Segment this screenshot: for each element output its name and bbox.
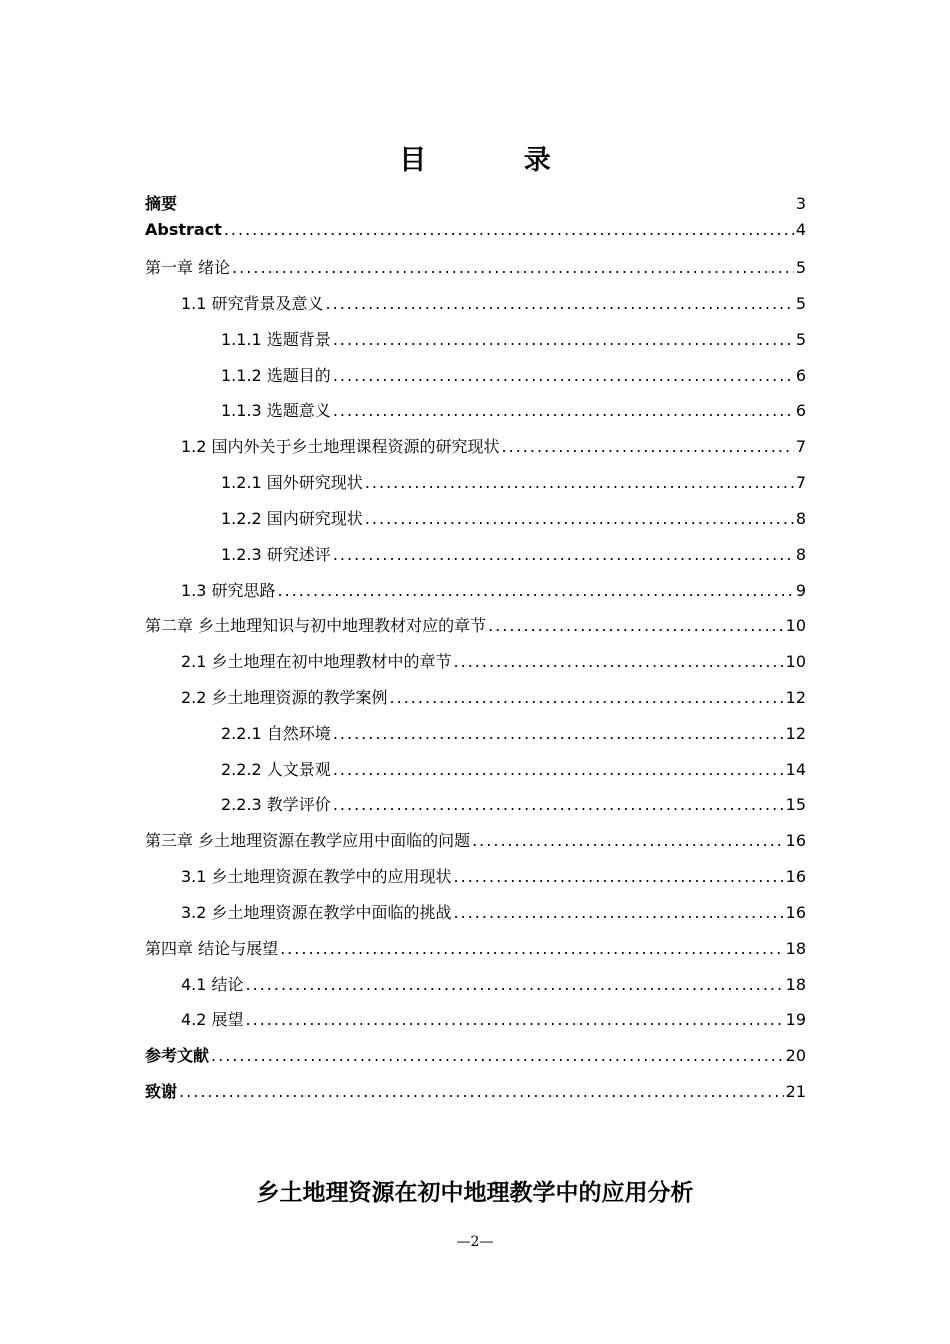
toc-leader-dots: [365, 509, 794, 529]
toc-entry[interactable]: [145, 539, 806, 565]
toc-leader-dots: [390, 688, 784, 708]
toc-leader-dots: [488, 616, 784, 636]
toc-entry-label: 1.1.1 选题背景: [221, 330, 331, 349]
toc-entry-label: 3.2 乡土地理资源在教学中面临的挑战: [181, 903, 452, 922]
toc-entry-label: 摘要: [145, 194, 178, 213]
toc-entry[interactable]: [145, 467, 806, 493]
toc-leader-dots: [333, 760, 784, 780]
toc-leader-dots: [333, 545, 794, 565]
toc-entry-page: 10: [785, 652, 806, 671]
toc-entry-page: 7: [795, 473, 806, 492]
toc-entry-label: 2.1 乡土地理在初中地理教材中的章节: [181, 652, 452, 671]
toc-entry-page: 4: [795, 220, 806, 239]
toc-entry-label: 致谢: [145, 1082, 178, 1101]
toc-leader-dots: [333, 795, 784, 815]
toc-entry-label: 第一章 绪论: [145, 258, 231, 277]
toc-entry[interactable]: [145, 503, 806, 529]
toc-entry[interactable]: [145, 252, 806, 278]
toc-entry[interactable]: [145, 789, 806, 815]
toc-entry[interactable]: [145, 1040, 806, 1066]
toc-entry-label: 1.2 国内外关于乡土地理课程资源的研究现状: [181, 437, 500, 456]
toc-leader-dots: [472, 831, 784, 851]
toc-entry-label: 1.2.1 国外研究现状: [221, 473, 363, 492]
toc-entry[interactable]: [145, 324, 806, 350]
toc-entry-label: 第三章 乡土地理资源在教学应用中面临的问题: [145, 831, 471, 850]
toc-leader-dots: [454, 867, 784, 887]
toc-entry[interactable]: [145, 1004, 806, 1030]
toc-entry-label: 1.1.2 选题目的: [221, 366, 331, 385]
toc-entry-label: 1.2.3 研究述评: [221, 545, 331, 564]
toc-entry-page: 21: [785, 1082, 806, 1101]
toc-entry[interactable]: [145, 610, 806, 636]
toc-entry-page: 5: [795, 330, 806, 349]
toc-entry-page: 12: [785, 724, 806, 743]
toc-entry[interactable]: [145, 754, 806, 780]
toc-leader-dots: [179, 1082, 784, 1102]
toc-entry[interactable]: [145, 395, 806, 421]
toc-entry-page: 8: [795, 509, 806, 528]
toc-entry[interactable]: [145, 360, 806, 386]
toc-leader-dots: [365, 473, 794, 493]
toc-leader-dots: [232, 258, 794, 278]
toc-entry-page: 5: [795, 294, 806, 313]
toc-entry-page: 16: [785, 831, 806, 850]
toc-entry-page: 7: [795, 437, 806, 456]
toc-entry-page: 18: [785, 939, 806, 958]
toc-entry-page: 14: [785, 760, 806, 779]
toc-entry-page: 16: [785, 867, 806, 886]
toc-entry-label: 第二章 乡土地理知识与初中地理教材对应的章节: [145, 616, 487, 635]
toc-entry-label: 1.1.3 选题意义: [221, 401, 331, 420]
toc-leader-dots: [246, 975, 784, 995]
toc-entry-page: 8: [795, 545, 806, 564]
toc-leader-dots: [502, 437, 794, 457]
toc-leader-dots: [333, 724, 784, 744]
toc-entry-page: 20: [785, 1046, 806, 1065]
toc-entry-label: 参考文献: [145, 1046, 210, 1065]
toc-leader-dots: [224, 220, 794, 240]
toc-leader-dots: [333, 366, 794, 386]
toc-leader-dots: [278, 581, 794, 601]
toc-entry[interactable]: [145, 861, 806, 887]
toc-entry[interactable]: [145, 431, 806, 457]
toc-entry-label: 4.2 展望: [181, 1010, 244, 1029]
toc-leader-dots: [454, 652, 784, 672]
toc-entry-page: 3: [795, 194, 806, 213]
toc-entry[interactable]: [145, 575, 806, 601]
toc-entry-page: 5: [795, 258, 806, 277]
toc-leader-dots: [280, 939, 784, 959]
toc-entry-label: 2.2.3 教学评价: [221, 795, 331, 814]
toc-heading: 目 录: [399, 145, 595, 176]
toc-entry[interactable]: [145, 214, 806, 240]
toc-entry[interactable]: [145, 188, 806, 214]
toc-entry-label: 1.1 研究背景及意义: [181, 294, 324, 313]
toc-entry-page: 6: [795, 401, 806, 420]
toc-entry-label: 第四章 结论与展望: [145, 939, 279, 958]
toc-entry-label: 3.1 乡土地理资源在教学中的应用现状: [181, 867, 452, 886]
toc-entry-page: 10: [785, 616, 806, 635]
toc-entry-label: 2.2.2 人文景观: [221, 760, 331, 779]
toc-leader-dots: [333, 401, 794, 421]
toc-entry-page: 18: [785, 975, 806, 994]
toc-entry-label: Abstract: [145, 220, 222, 239]
toc-entry-page: 6: [795, 366, 806, 385]
toc-entry[interactable]: [145, 288, 806, 314]
toc-entry[interactable]: [145, 682, 806, 708]
toc-entry-label: 1.3 研究思路: [181, 581, 276, 600]
toc-entry[interactable]: [145, 1076, 806, 1102]
toc-leader-dots: [333, 330, 794, 350]
toc-entry[interactable]: [145, 897, 806, 923]
toc-leader-dots: [246, 1010, 784, 1030]
toc-leader-dots: [454, 903, 784, 923]
toc-entry-page: 12: [785, 688, 806, 707]
toc-entry-label: 4.1 结论: [181, 975, 244, 994]
toc-entry-page: 19: [785, 1010, 806, 1029]
toc-entry[interactable]: [145, 969, 806, 995]
toc-entry[interactable]: [145, 933, 806, 959]
toc-entry-page: 9: [795, 581, 806, 600]
toc-entry-page: 16: [785, 903, 806, 922]
toc-leader-dots: [326, 294, 794, 314]
toc-entry[interactable]: [145, 646, 806, 672]
toc-leader-dots: [211, 1046, 784, 1066]
toc-entry-page: 15: [785, 795, 806, 814]
toc-entry[interactable]: [145, 718, 806, 744]
page-number-footer: —2—: [456, 1234, 494, 1250]
toc-entry[interactable]: [145, 825, 806, 851]
toc-entry-label: 2.2.1 自然环境: [221, 724, 331, 743]
toc-entry-label: 2.2 乡土地理资源的教学案例: [181, 688, 388, 707]
toc-entry-label: 1.2.2 国内研究现状: [221, 509, 363, 528]
thesis-title: 乡土地理资源在初中地理教学中的应用分析: [256, 1180, 694, 1206]
